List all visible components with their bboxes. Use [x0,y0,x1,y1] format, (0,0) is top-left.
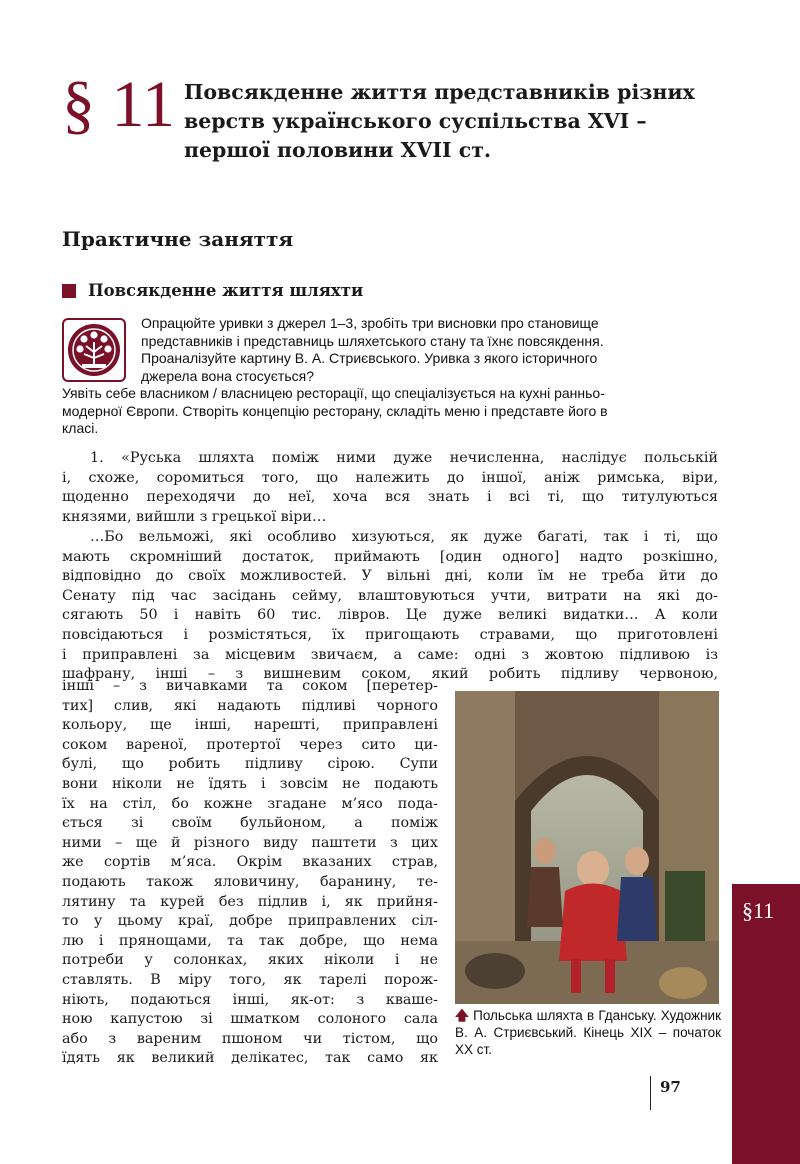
body-line: 1. «Руська шляхта поміж ними дуже нечисленна, наслідує польській [90,450,718,466]
body-line: їдять як великий делікатес, так само як [62,1050,438,1067]
square-bullet-icon [62,284,76,298]
topic-heading [62,280,363,302]
body-line: подають також яловичину, баранину, те- [62,873,438,890]
body-line: сягають 50 і навіть 60 тис. лівров. Це дуже великі видатки… А коли [62,607,718,624]
caption-text: Польська шляхта в Гданську. Художник В. А. Стриєвський. Кінець XIX – початок XX ст. [455,1008,721,1057]
body-line: інші – з вичавками та соком [перетер- [62,678,438,694]
task-text-2 [62,385,722,438]
practical-task-icon [62,318,126,382]
figure-caption [455,1007,721,1058]
body-line: ніють, подаються інші, як-от: з кваше- [62,991,438,1008]
body-line: …Бо вельможі, які особливо хизуються, як дуже багаті, так і ті, що [90,529,718,545]
body-line: шафрану, інші – з вишневим соком, який робить підливу червоною, [62,666,718,683]
painting-illustration [455,691,719,1004]
task-line: Проаналізуйте картину В. А. Стриєвського. Уривка з якого історичного [141,350,598,366]
body-line: соком вареної, протертої через сито ци- [62,736,438,753]
task-text [141,315,681,385]
task-line: класі. [62,420,99,436]
side-tab-label: §11 [742,898,775,923]
page-number: 97 [660,1078,681,1096]
body-line: же сортів м’яса. Окрім вказаних страв, [62,854,438,871]
side-tab [732,884,800,1164]
body-line: лю і прянощами, та так добре, що нема [62,932,438,949]
task-line: модерної Європи. Створіть концепцію ресторану, складіть меню і представте його в [62,402,608,419]
body-line: повсідаються і розмістяться, їх пригощають стравами, що приготовлені [62,626,718,643]
title-line: верств українського суспільства XVI – [184,109,647,133]
body-line: князями, вийшли з грецької віри… [62,508,327,525]
task-line: Опрацюйте уривки з джерел 1–3, зробіть три висновки про становище [141,315,599,331]
body-line: ною капустою зі шматком солоного сала [62,1011,438,1028]
arrow-up-icon: 🡅 [455,1008,469,1023]
title-line: Повсякденне життя представників різних [184,80,695,104]
body-line: ними – ще й різного виду паштети з цих [62,834,438,851]
body-line: щоденно переходячи до неї, хоча вся знать і всі ті, що титулуються [62,489,718,506]
body-line: лятину та курей без підлив і, як прийня- [62,893,438,910]
body-line: вони ніколи не їдять і зовсім не подають [62,775,438,792]
body-line: потреби у солонках, яких ніколи і не [62,952,438,969]
task-line: джерела вона стосується? [141,367,315,384]
body-line: булі, що робить підливу сірою. Супи [62,756,438,773]
body-column-left [62,677,438,1069]
topic-title: Повсякденне життя шляхти [88,281,364,300]
body-line: ставлять. В міру того, як тарелі порож- [62,971,438,988]
body-line: то у цьому краї, добре приправлених сіл- [62,913,438,930]
body-line: і, схоже, соромиться того, що належить до іншої, аніж римська, віри, [62,469,718,486]
body-line: відповідно до своїх можливостей. У вільні дні, коли їм не треба йти до [62,568,718,585]
body-line: тих] слив, які надають підливі чорного [62,697,438,714]
page-title [184,78,724,165]
body-paragraph-2 [62,528,718,685]
body-line: або з вареним пшоном чи тістом, що [62,1030,438,1047]
section-sign: § 11 [62,68,176,141]
task-line: представників і представниць шляхетського стану та їхнє повсякдення. [141,332,604,349]
body-line: їх на стіл, бо кожне згадане м’ясо пода- [62,795,438,812]
title-line: першої половини XVII ст. [184,138,492,162]
body-line: і приправлені за місцевим звичаєм, а саме: одні з жовтою підливою із [62,646,718,663]
subsection-title: Практичне заняття [62,227,294,251]
page-number-divider [650,1076,651,1110]
body-line: ється зі своїм бульйоном, а поміж [62,815,438,832]
body-paragraph-1 [62,449,718,527]
body-line: Сенату під час засідань сейму, влаштовуються учти, витрати на які до- [62,587,718,604]
body-line: кольору, ще інші, нарешті, приправлені [62,717,438,734]
task-line: Уявіть себе власником / власницею ресторації, що спеціалізується на кухні ранньо- [62,385,605,401]
body-line: мають скромніший достаток, приймають [один одного] надто розкішно, [62,548,718,565]
